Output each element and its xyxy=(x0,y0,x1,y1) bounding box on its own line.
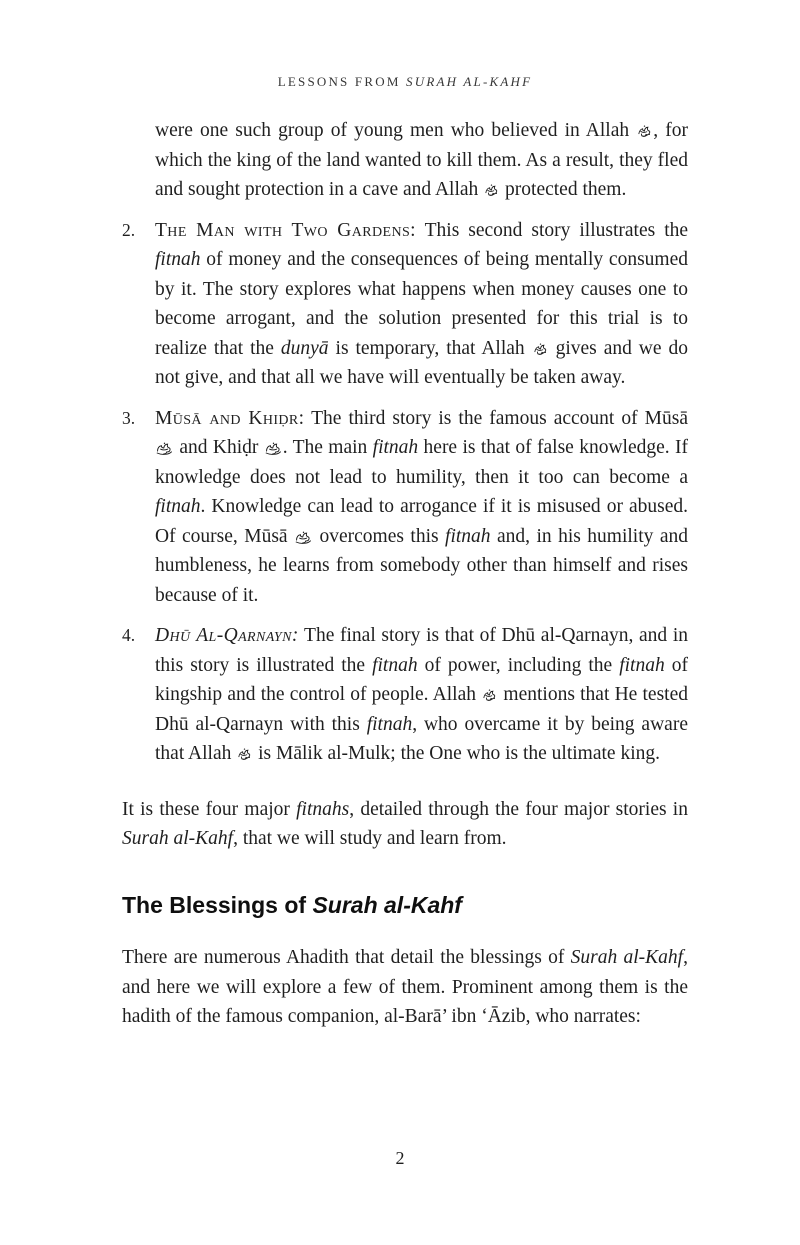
honorific-swt-icon xyxy=(482,688,497,702)
italic-term: dunyā xyxy=(280,337,329,359)
italic-term: fitnah xyxy=(366,713,413,735)
list-item xyxy=(122,216,688,393)
section-heading-plain: The Blessings of xyxy=(122,891,313,918)
page-number: 2 xyxy=(395,1148,405,1168)
stories-list xyxy=(122,216,688,769)
honorific-as-icon xyxy=(156,441,173,455)
list-item-text: This second story illustrates the fitnah of money and the consequences of being mentally consumed by it. The story explores what happens when money causes one to become arrogant, and the solution presented for this trial is to realize that the dunyā is temporary, that Allah gives and we do not give, and that all we have will eventually be taken away. xyxy=(155,219,689,388)
list-item-number: 4. xyxy=(122,625,136,645)
italic-term: Surah al-Kahf xyxy=(122,828,234,849)
honorific-swt-icon xyxy=(237,747,252,761)
running-header-title: SURAH AL-KAHF xyxy=(406,74,533,89)
list-item-label: Dhū Al-Qarnayn: xyxy=(155,625,299,646)
list-item-text: The final story is that of Dhū al-Qarnayn, and in this story is illustrated the fitnah of power, including the fitnah of kingship and the control of people. Allah mentions that He tested Dhū al-Qarnayn with this fitnah, who overcame it by being aware that Allah is Mālik al-Mulk; the One who is the ultimate king. xyxy=(155,625,689,764)
honorific-swt-icon xyxy=(533,342,548,356)
italic-term: fitnahs xyxy=(296,798,350,820)
running-header-prefix: LESSONS FROM xyxy=(277,74,407,89)
page-body xyxy=(122,116,688,1032)
page-footer xyxy=(0,1148,800,1169)
honorific-as-icon xyxy=(295,530,312,544)
list-item-number: 2. xyxy=(122,219,136,240)
list-item-body xyxy=(155,621,688,769)
italic-term: fitnah xyxy=(372,437,419,458)
paragraph-summary: It is these four major fitnahs, detailed through the four major stories in Surah al-Kahf, that we will study and learn from. xyxy=(122,798,688,849)
running-header xyxy=(122,74,688,90)
italic-term: fitnah xyxy=(155,496,201,517)
paragraph-blessings: There are numerous Ahadith that detail the blessings of Surah al-Kahf, and here we will explore a few of them. Prominent among them is the hadith of the famous companion, al-Barā’ ibn ‘Āzib, who narrates: xyxy=(122,947,688,1028)
italic-term: fitnah xyxy=(445,525,491,547)
honorific-as-icon xyxy=(265,441,282,455)
honorific-swt-icon xyxy=(637,124,652,138)
list-item xyxy=(122,621,688,769)
list-item-body xyxy=(155,216,688,393)
italic-term: fitnah xyxy=(155,249,201,270)
paragraph-continuation: were one such group of young men who believed in Allah , for which the king of the land wanted to kill them. As a result, they fled and sought protection in a cave and Allah protected them. xyxy=(155,120,688,200)
list-item-label: The Man with Two Gardens: xyxy=(155,219,416,241)
section-heading xyxy=(122,892,688,920)
honorific-swt-icon xyxy=(484,183,499,197)
list-item-number: 3. xyxy=(122,407,136,428)
italic-term: Surah al-Kahf xyxy=(570,947,684,969)
list-item-text: The third story is the famous account of Mūsā and Khiḍr . The main fitnah here is that of false knowledge. If knowledge does not lead to humility, then it too can become a fitnah. Knowledge can lead to arrogance if it is misused or abused. Of course, Mūsā overcomes this fitnah and, in his humility and humbleness, he learns from somebody other than himself and rises because of it. xyxy=(155,407,688,606)
section-heading-italic: Surah al-Kahf xyxy=(312,891,462,918)
list-item-label: Mūsā and Khiḍr: xyxy=(155,407,305,429)
list-item-body xyxy=(155,404,688,611)
italic-term: fitnah xyxy=(372,654,418,676)
italic-term: fitnah xyxy=(619,654,665,676)
list-item xyxy=(122,404,688,611)
